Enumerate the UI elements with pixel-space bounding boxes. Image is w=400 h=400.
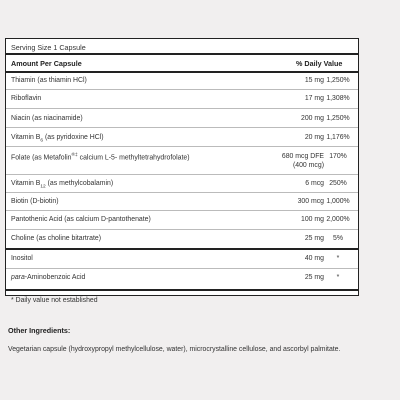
nutrient-dv: 1,250% [326,77,350,84]
nutrient-amount-secondary: (400 mcg) [292,162,324,169]
nutrient-amount: 25 mg [304,274,324,281]
nutrient-dv: 1,176% [326,134,350,141]
nutrient-dv: 1,308% [326,95,350,102]
nutrient-amount: 20 mg [304,134,324,141]
nutrient-amount: 6 mcg [305,180,324,187]
nutrient-amount: 200 mg [301,115,324,122]
nutrient-name: Folate (as Metafolin®‡ calcium L-5- methyltetrahydrofolate) [11,153,190,162]
nutrient-amount: 25 mg [304,235,324,242]
row-divider [6,127,358,128]
nutrient-dv: 2,000% [326,216,350,223]
nutrient-dv: 250% [329,180,347,187]
row-divider [6,229,358,230]
section-rule [6,248,358,250]
other-ingredients-text: Vegetarian capsule (hydroxypropyl methylcellulose, water), microcrystalline cellulose, and ascorbyl palmitate. [8,346,341,353]
nutrient-name: Niacin (as niacinamide) [11,115,83,122]
row-divider [6,89,358,90]
nutrient-dv: 5% [333,235,343,242]
footer-rule [6,289,358,291]
nutrient-name: Pantothenic Acid (as calcium D-pantothenate) [11,216,151,223]
nutrient-name: Thiamin (as thiamin HCl) [11,77,87,84]
row-divider [6,174,358,175]
amount-per-capsule-header: Amount Per Capsule [11,59,82,68]
supplement-facts-panel [5,38,359,304]
nutrient-amount: 17 mg [304,95,324,102]
nutrient-name: Biotin (D-biotin) [11,198,59,205]
nutrient-name: Vitamin $B_{12}$ (as methylcobalamin) [11,180,114,190]
nutrient-name: Vitamin $B_6$ (as pyridoxine HCl) [11,134,104,144]
nutrient-dv: 170% [329,153,347,160]
nutrient-amount: 680 mcg DFE [281,153,324,160]
daily-value-header: % Daily Value [296,59,343,68]
nutrient-amount: 100 mg [301,216,324,223]
nutrient-name: para-Aminobenzoic Acid [11,274,86,281]
other-ingredients-title: Other Ingredients: [8,326,71,335]
nutrient-amount: 15 mg [304,77,324,84]
daily-value-footnote: * Daily value not established [11,297,98,304]
row-divider [6,108,358,109]
nutrient-name: Inositol [11,255,33,262]
row-divider [6,210,358,211]
nutrient-dv: * [336,255,340,262]
row-divider [6,146,358,147]
row-divider [6,268,358,269]
nutrient-amount: 40 mg [304,255,324,262]
row-divider [6,192,358,193]
header-rule [6,53,358,55]
nutrient-dv: 1,250% [326,115,350,122]
nutrient-dv: * [336,274,340,281]
header-bottom-rule [6,71,358,73]
nutrient-name: Riboflavin [11,95,42,102]
serving-size: Serving Size 1 Capsule [11,43,86,52]
nutrient-dv: 1,000% [326,198,350,205]
nutrient-name: Choline (as choline bitartrate) [11,235,102,242]
nutrient-amount: 300 mcg [297,198,324,205]
